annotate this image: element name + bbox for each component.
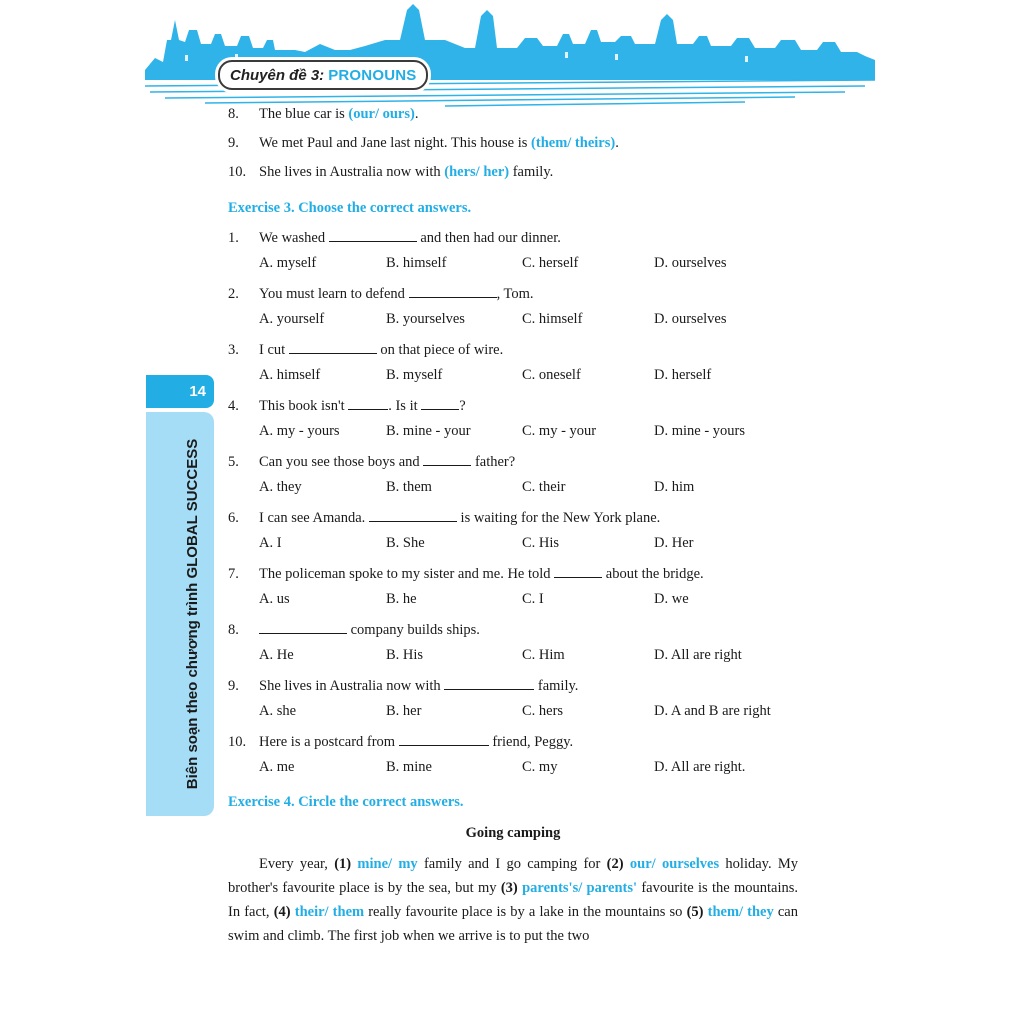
story-paragraph: Every year, (1) mine/ my family and I go camping for (2) our/ ourselves holiday. My brother's favourite place is by the sea, but my (3) parents's/ parents' favourite is the mountains. In fact, (4) their/ them really favourite place is by a lake in the mountains so (5) them/ they can swim and climb. The first job when we arrive is to put the two [228,856,799,944]
answer-blank [554,565,602,578]
option: D. ourselves [654,255,727,271]
option: A. He [259,647,294,663]
option: B. mine - your [386,423,471,439]
chapter-prefix: Chuyên đề 3: [230,66,325,84]
question: 5. Can you see those boys and father? [228,454,516,470]
option: A. me [259,759,295,775]
option: B. her [386,703,422,719]
option: D. All are right [654,647,742,663]
question: 3. I cut on that piece of wire. [228,342,504,358]
option: C. His [522,535,560,551]
question: 9. She lives in Australia now with family. [228,678,579,694]
question: 6. I can see Amanda. is waiting for the New York plane. [228,510,661,526]
option: A. yourself [259,311,325,327]
option: A. I [259,535,282,551]
city-skyline-banner [145,0,875,110]
question: 10. Here is a postcard from friend, Peggy. [228,734,574,750]
question: 8. company builds ships. [228,622,480,638]
option: D. him [654,479,695,495]
option: C. my [522,759,558,775]
answer-blank [369,509,457,522]
option: D. Her [654,535,694,551]
option: D. we [654,591,689,607]
answer-blank [409,285,497,298]
option: D. All are right. [654,759,746,775]
option: B. himself [386,255,447,271]
answer-blank [423,453,471,466]
chapter-title: PRONOUNS [328,66,417,84]
list-item: 10. She lives in Australia now with (hers/ her) family. [228,164,554,180]
option: B. mine [386,759,432,775]
answer-blank [399,733,489,746]
option: A. my - yours [259,423,340,439]
answer-blank [289,341,377,354]
answer-blank [329,229,417,242]
option: C. himself [522,311,583,327]
option: A. us [259,591,290,607]
question: 2. You must learn to defend , Tom. [228,286,534,302]
option: A. she [259,703,297,719]
exercise-3-title: Exercise 3. Choose the correct answers. [228,200,472,216]
answer-blank [421,397,459,410]
story-title: Going camping [465,825,561,841]
option: D. herself [654,367,712,383]
answer-blank [348,397,388,410]
option: B. She [386,535,425,551]
question: 4. This book isn't . Is it ? [228,398,466,414]
answer-blank [444,677,534,690]
option: C. I [522,591,544,607]
option: D. A and B are right [654,703,771,719]
option: B. His [386,647,424,663]
question: 7. The policeman spoke to my sister and me. He told about the bridge. [228,566,704,582]
option: A. myself [259,255,317,271]
option: B. he [386,591,417,607]
option: A. himself [259,367,321,383]
option: C. oneself [522,367,581,383]
option: C. Him [522,647,565,663]
option: B. yourselves [386,311,465,327]
option: A. they [259,479,302,495]
chapter-tag [218,60,428,90]
list-item: 8. The blue car is (our/ ours). [228,106,419,122]
option: C. hers [522,703,564,719]
side-vertical-text: Biên soạn theo chương trình GLOBAL SUCCESS [184,438,201,790]
option: C. their [522,479,566,495]
question: 1. We washed and then had our dinner. [228,230,561,246]
option: B. myself [386,367,443,383]
option: C. herself [522,255,579,271]
answer-blank [259,621,347,634]
option: C. my - your [522,423,597,439]
page-number: 14 [146,375,214,408]
option: D. mine - yours [654,423,746,439]
option: D. ourselves [654,311,727,327]
option: B. them [386,479,432,495]
list-item: 9. We met Paul and Jane last night. This house is (them/ theirs). [228,135,619,151]
exercise-4-title: Exercise 4. Circle the correct answers. [228,794,464,810]
